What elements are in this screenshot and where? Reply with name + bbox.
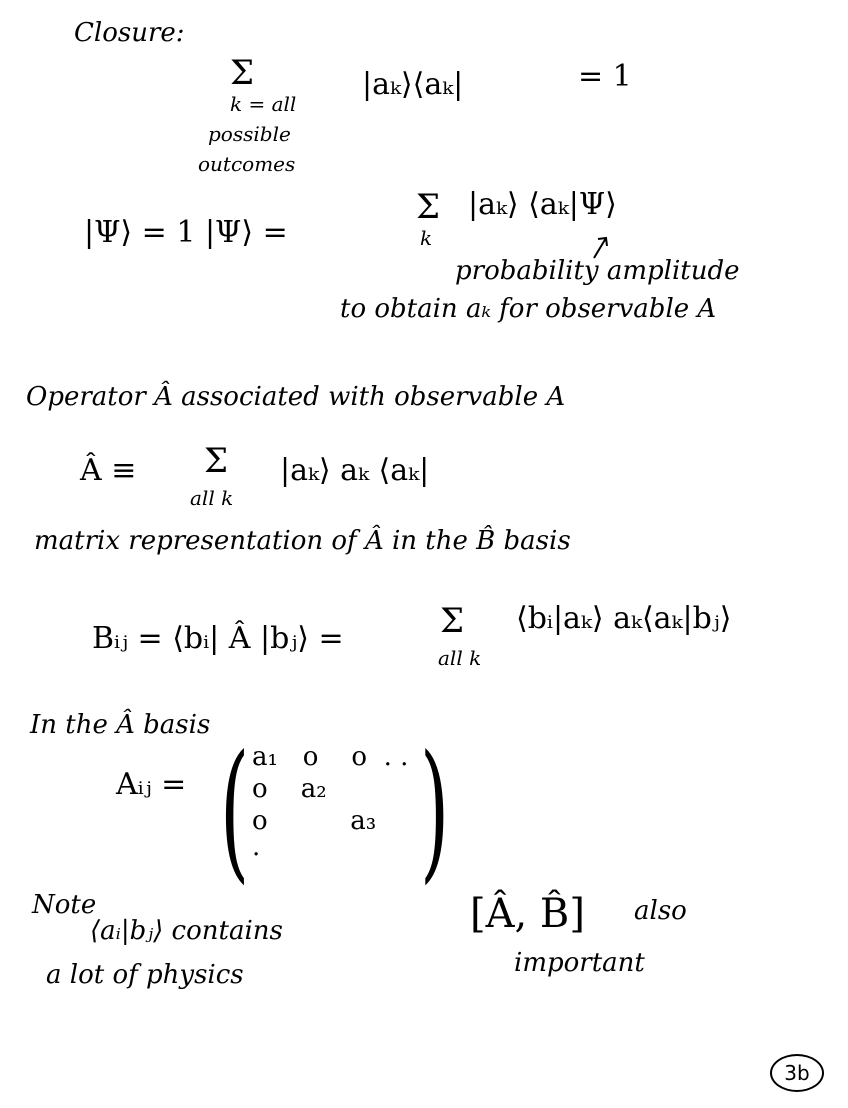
matrix-element-sum-under: all k xyxy=(438,646,482,670)
operator-rhs: |aₖ⟩ aₖ ⟨aₖ| xyxy=(280,453,430,488)
operator-heading: Operator Â associated with observable A xyxy=(26,382,566,412)
closure-heading: Closure: xyxy=(74,18,185,48)
a-matrix-right-paren: ) xyxy=(420,724,450,898)
a-matrix-row-4: . xyxy=(252,832,261,862)
closure-sum-under-3: outcomes xyxy=(198,152,296,176)
page-number-badge xyxy=(770,1054,824,1092)
expansion-lhs: |Ψ⟩ = 1 |Ψ⟩ = xyxy=(84,215,288,250)
operator-sigma: Σ xyxy=(204,441,229,481)
closure-expression: |aₖ⟩⟨aₖ| xyxy=(362,67,464,102)
matrix-element-sigma: Σ xyxy=(440,601,465,641)
matrix-representation-heading: matrix representation of Â in the B̂ basis xyxy=(34,526,571,556)
page-number: 3b xyxy=(784,1061,810,1085)
matrix-element-rhs: ⟨bᵢ|aₖ⟩ aₖ⟨aₖ|bⱼ⟩ xyxy=(516,601,732,636)
a-matrix-row-3: o a₃ xyxy=(252,806,377,836)
matrix-element-lhs: Bᵢⱼ = ⟨bᵢ| Â |bⱼ⟩ = xyxy=(92,621,344,656)
a-matrix-row-1: a₁ o o . . xyxy=(252,742,409,772)
closure-equals: = 1 xyxy=(578,59,632,94)
probability-amplitude-label: probability amplitude xyxy=(455,256,740,286)
note-label: Note xyxy=(32,890,97,920)
expansion-sum-under: k xyxy=(420,226,433,250)
a-matrix-left-paren: ( xyxy=(220,724,250,898)
expansion-rhs: |aₖ⟩ ⟨aₖ|Ψ⟩ xyxy=(468,187,617,222)
note-line-2: a lot of physics xyxy=(46,960,244,990)
a-matrix-lhs: Aᵢⱼ = xyxy=(116,767,187,802)
closure-sigma: Σ xyxy=(230,53,255,93)
operator-lhs: Â ≡ xyxy=(80,453,137,488)
note-line-1: ⟨aᵢ|bⱼ⟩ contains xyxy=(90,916,283,946)
commutator-expression: [Â, B̂] xyxy=(470,891,585,937)
closure-sum-under-1: k = all xyxy=(230,92,297,116)
probability-amplitude-description: to obtain aₖ for observable A xyxy=(340,294,717,324)
a-matrix-row-2: o a₂ xyxy=(252,774,327,804)
a-basis-heading: In the Â basis xyxy=(30,710,211,740)
commutator-important: important xyxy=(514,948,645,978)
operator-sum-under: all k xyxy=(190,486,234,510)
closure-sum-under-2: possible xyxy=(208,122,291,146)
commutator-also: also xyxy=(634,896,687,926)
expansion-sigma: Σ xyxy=(416,187,441,227)
